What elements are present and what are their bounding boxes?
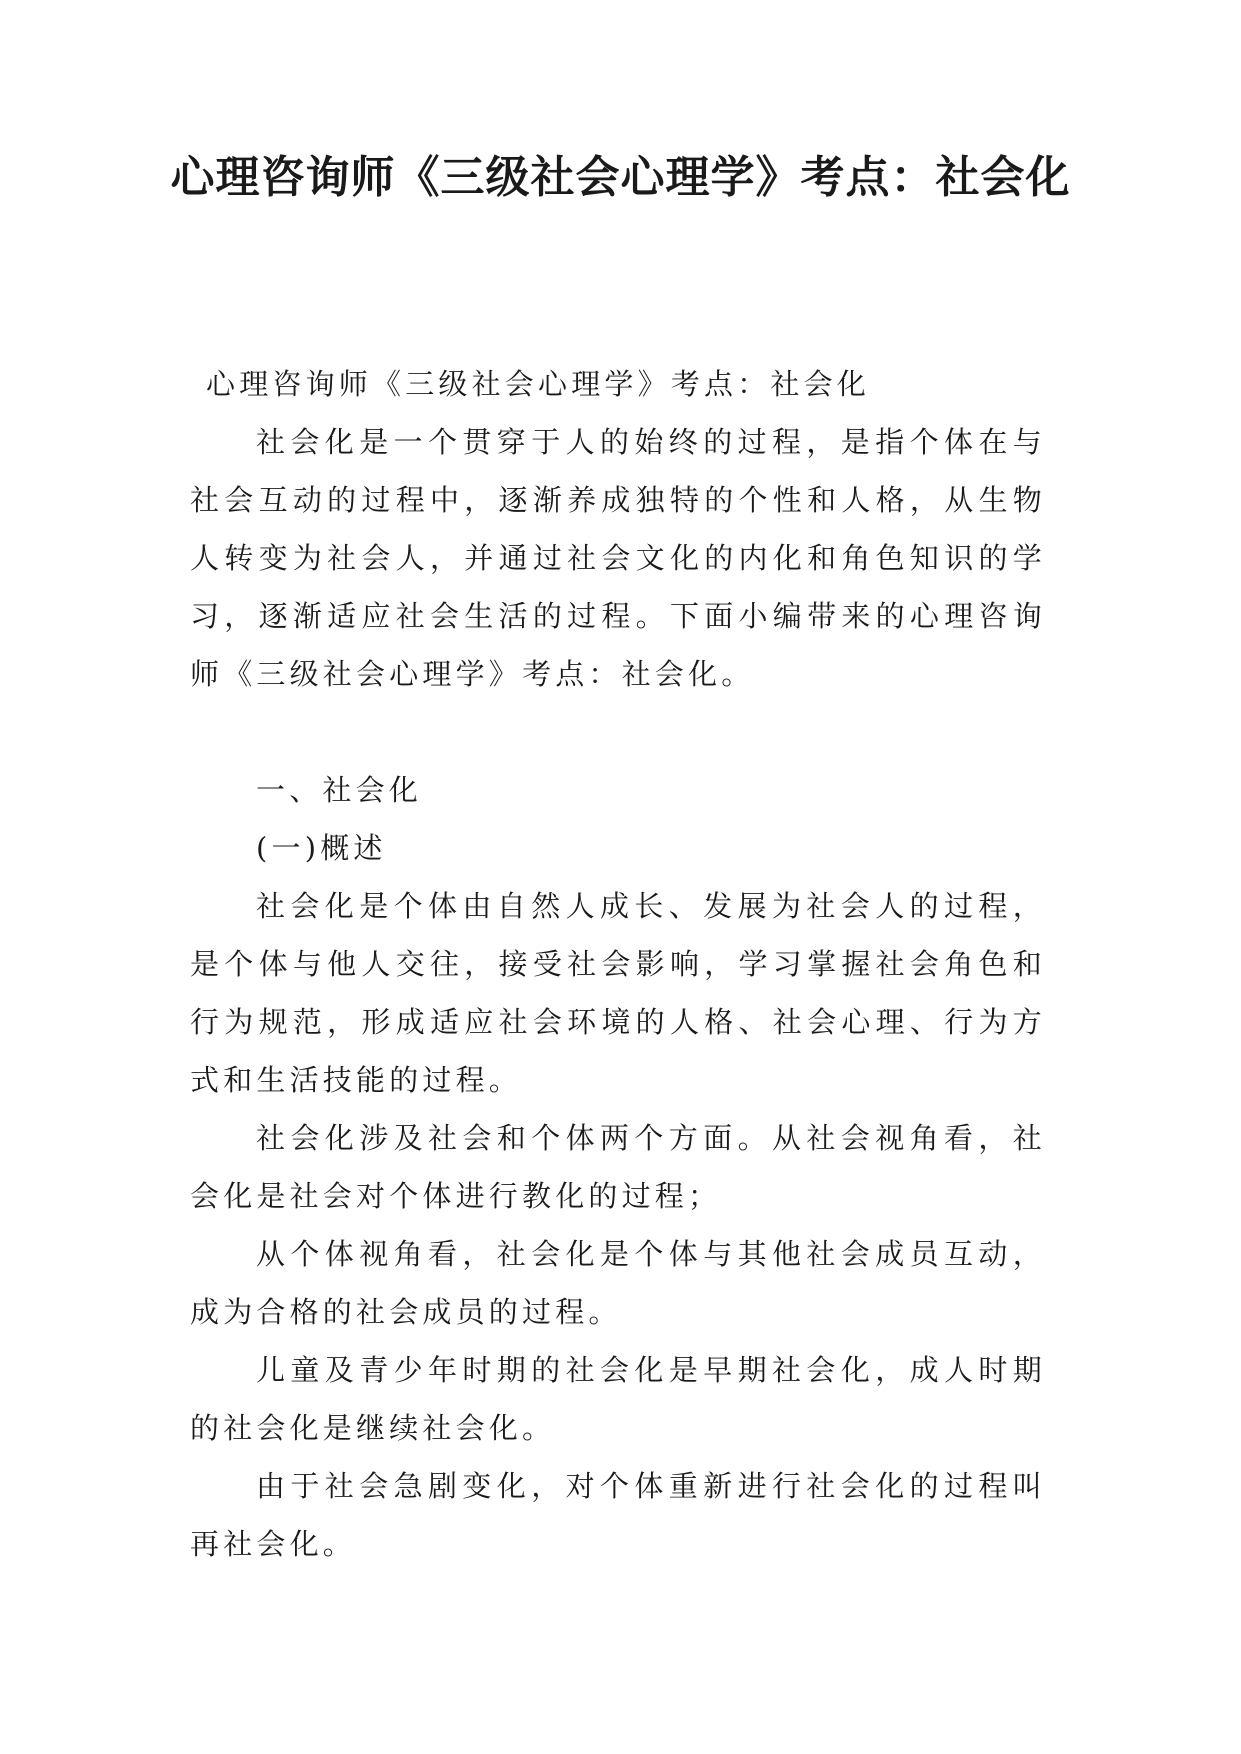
- section-heading: 一、社会化: [256, 773, 423, 807]
- body-paragraph-two-aspects: 社会化涉及社会和个体两个方面。从社会视角看，社会化是社会对个体进行教化的过程；: [190, 1121, 1046, 1213]
- paragraph-spacer: [190, 703, 1046, 761]
- body-paragraph-resocialization: 由于社会急剧变化，对个体重新进行社会化的过程叫再社会化。: [190, 1469, 1046, 1561]
- intro-paragraph: 社会化是一个贯穿于人的始终的过程，是指个体在与社会互动的过程中，逐渐养成独特的个性和人格，从生物人转变为社会人，并通过社会文化的内化和角色知识的学习，逐渐适应社会生活的过程。下面小编带来的心理咨询师《三级社会心理学》考点：社会化。: [190, 425, 1046, 691]
- body-paragraph-early-socialization: 儿童及青少年时期的社会化是早期社会化，成人时期的社会化是继续社会化。: [190, 1353, 1046, 1445]
- subsection-heading: (一)概述: [256, 831, 387, 865]
- document-title: 心理咨询师《三级社会心理学》考点：社会化: [170, 152, 1071, 203]
- document-body: [190, 355, 1046, 1573]
- body-paragraph-definition: 社会化是个体由自然人成长、发展为社会人的过程，是个体与他人交往，接受社会影响，学习掌握社会角色和行为规范，形成适应社会环境的人格、社会心理、行为方式和生活技能的过程。: [190, 889, 1046, 1097]
- body-paragraph-individual-view: 从个体视角看，社会化是个体与其他社会成员互动，成为合格的社会成员的过程。: [190, 1237, 1046, 1329]
- document-subheading: 心理咨询师《三级社会心理学》考点：社会化: [206, 367, 871, 401]
